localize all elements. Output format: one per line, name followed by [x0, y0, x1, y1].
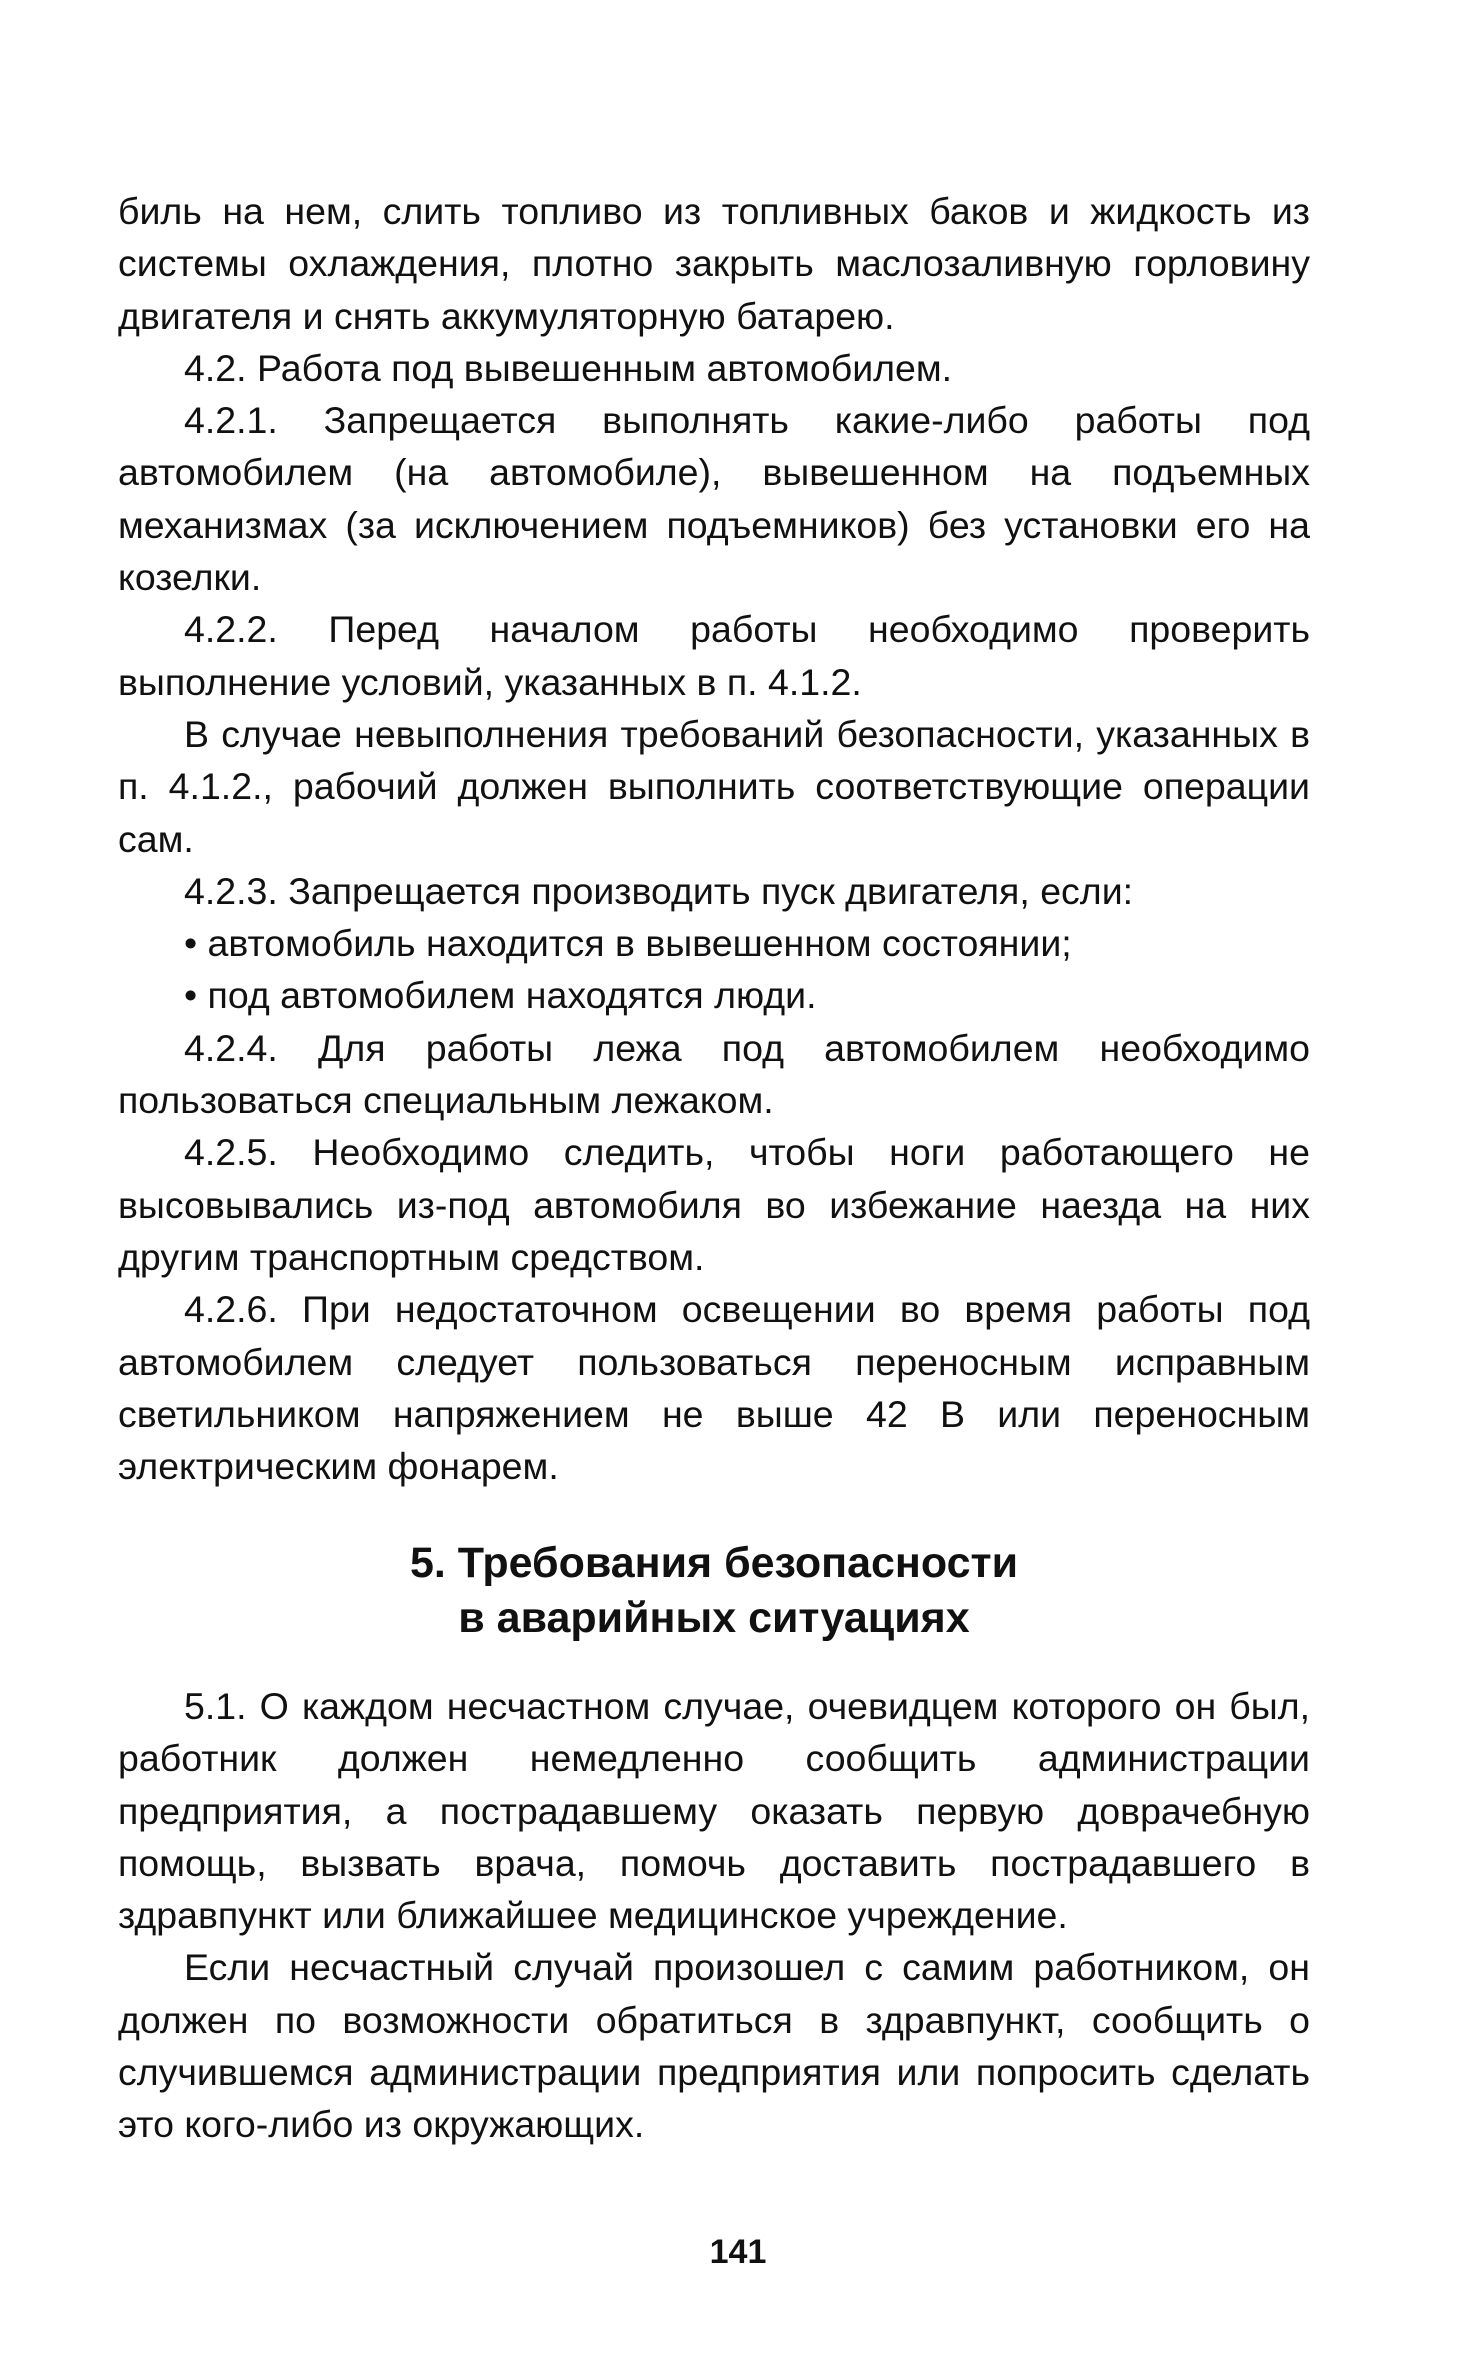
section-5-heading: [118, 1536, 1310, 1646]
list-item: • под автомобилем находятся люди.: [184, 974, 817, 1017]
paragraph: 4.2.3. Запрещается производить пуск двигателя, если:: [184, 869, 1134, 912]
section-5-text: [118, 1680, 1310, 2151]
paragraph: 4.2.5. Необходимо следить, чтобы ноги работающего не высовывались из-под автомобиля во избежание наезда на них другим транспортным средством.: [118, 1131, 1310, 1278]
paragraph: 5.1. О каждом несчастном случае, очевидцем которого он был, работник должен немедленно сообщить администрации предприятия, а пострадавшему оказать первую доврачебную помощь, вызвать врача, помочь доставить пострадавшего в здравпункт или ближайшее медицинское учреждение.: [118, 1685, 1310, 1937]
paragraph: В случае невыполнения требований безопасности, указанных в п. 4.1.2., рабочий должен выполнить соответствующие операции сам.: [118, 712, 1310, 860]
paragraph: 4.2.4. Для работы лежа под автомобилем необходимо пользоваться специальным лежаком.: [118, 1026, 1310, 1122]
heading-line: 5. Требования безопасности: [409, 1539, 1019, 1587]
paragraph: 4.2.1. Запрещается выполнять какие-либо работы под автомобилем (на автомобиле), вывешенном на подъемных механизмах (за исключением подъемников) без установки его на козелки.: [118, 399, 1310, 599]
list-item: • автомобиль находится в вывешенном состоянии;: [184, 922, 1072, 965]
section-4-text: [118, 185, 1310, 1492]
page-number: 141: [709, 2233, 767, 2271]
paragraph: Если несчастный случай произошел с самим работником, он должен по возможности обратиться в здравпункт, сообщить о случившемся администрации предприятия или попросить сделать это кого-либо из окружающих.: [118, 1946, 1310, 2146]
paragraph: 4.2.2. Перед началом работы необходимо проверить выполнение условий, указанных в п. 4.1.2.: [118, 608, 1310, 703]
heading-line: в аварийных ситуациях: [458, 1594, 970, 1642]
paragraph: биль на нем, слить топливо из топливных баков и жидкость из системы охлаждения, плотно закрыть маслозаливную горловину двигателя и снять аккумуляторную батарею.: [118, 190, 1310, 337]
paragraph: 4.2.6. При недостаточном освещении во время работы под автомобилем следует пользоваться переносным исправным светильником напряжением не выше 42 В или переносным электрическим фонарем.: [118, 1288, 1310, 1488]
paragraph: 4.2. Работа под вывешенным автомобилем.: [184, 346, 953, 389]
